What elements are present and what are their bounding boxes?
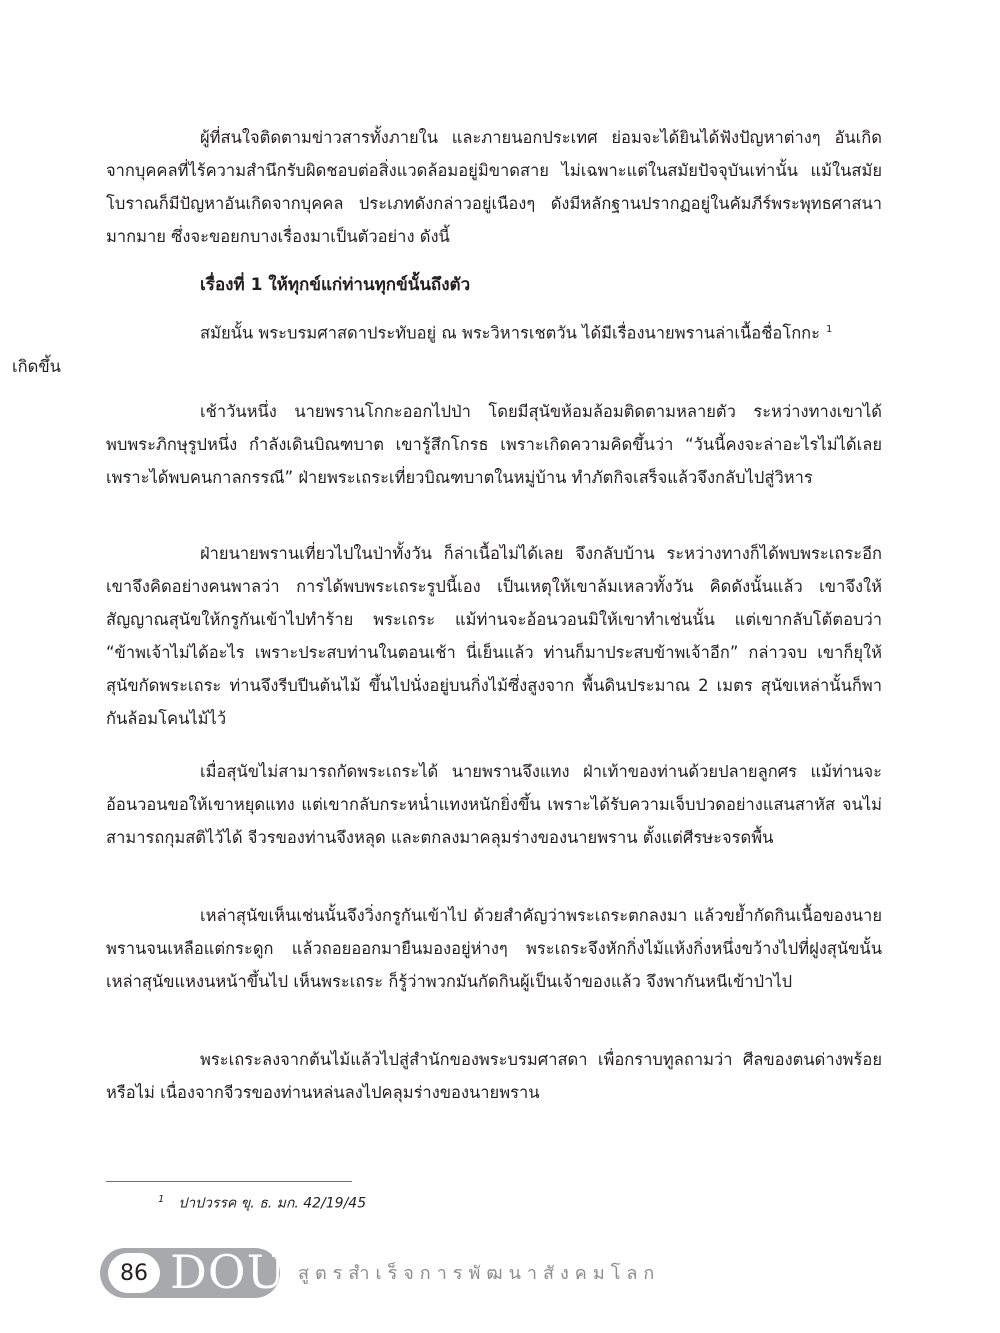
- story-paragraph-4: เมื่อสุนัขไม่สามารถกัดพระเถระได้ นายพรานจึงแทง ฝ่าเท้าของท่านด้วยปลายลูกศร แม้ท่านจะอ้อนวอนขอให้เขาหยุดแทง แต่เขากลับกระหน่ำแทงหนักยิ่งขึ้น เพราะได้รับความเจ็บปวดอย่างแสนสาหัส จนไม่สามารถกุมสติไว้ได้ จีวรของท่านจึงหลุด และตกลงมาคลุมร่างของนายพราน ตั้งแต่ศีรษะจรดพื้น: [106, 762, 882, 847]
- footnote-number: 1: [158, 1194, 165, 1205]
- story-paragraph-6: พระเถระลงจากต้นไม้แล้วไปสู่สำนักของพระบรมศาสดา เพื่อกราบทูลถามว่า ศีลของตนด่างพร้อยหรือไม่ เนื่องจากจีวรของท่านหล่นลงไปคลุมร่างของนายพราน: [106, 1050, 882, 1102]
- dou-logo: DOU: [170, 1245, 287, 1299]
- footnote-text: ปาปวรรค ขุ. ธ. มก. 42/19/45: [178, 1195, 367, 1212]
- footnote: [158, 1188, 366, 1216]
- story-paragraph-1-text: สมัยนั้น พระบรมศาสดาประทับอยู่ ณ พระวิหารเชตวัน ได้มีเรื่องนายพรานล่าเนื้อชื่อโกกะ: [200, 323, 821, 343]
- story-paragraph-1-end: เกิดขึ้น: [12, 356, 61, 376]
- page-number: 86: [108, 1253, 160, 1293]
- footnote-reference: 1: [826, 324, 833, 335]
- intro-paragraph: ผู้ที่สนใจติดตามข่าวสารทั้งภายใน และภายนอกประเทศ ย่อมจะได้ยินได้ฟังปัญหาต่างๆ อันเกิดจากบุคคลที่ไร้ความสำนึกรับผิดชอบต่อสิ่งแวดล้อมอยู่มิขาดสาย ไม่เฉพาะแต่ในสมัยปัจจุบันเท่านั้น แม้ในสมัยโบราณก็มีปัญหาอันเกิดจากบุคคล ประเภทดังกล่าวอยู่เนืองๆ ดังมีหลักฐานปรากฏอยู่ในคัมภีร์พระพุทธศาสนามากมาย ซึ่งจะขอยกบางเรื่องมาเป็นตัวอย่าง ดังนี้: [106, 128, 882, 246]
- story-paragraph-1: [12, 313, 882, 383]
- story-paragraph-2: เช้าวันหนึ่ง นายพรานโกกะออกไปป่า โดยมีสุนัขห้อมล้อมติดตามหลายตัว ระหว่างทางเขาได้พบพระภิกษุรูปหนึ่ง กำลังเดินบิณฑบาต เขารู้สึกโกรธ เพราะเกิดความคิดขึ้นว่า “วันนี้คงจะล่าอะไรไม่ได้เลย เพราะได้พบคนกาลกรรณี” ฝ่ายพระเถระเที่ยวบิณฑบาตในหมู่บ้าน ทำภัตกิจเสร็จแล้วจึงกลับไปสู่วิหาร: [106, 402, 882, 487]
- story-paragraph-3: ฝ่ายนายพรานเที่ยวไปในป่าทั้งวัน ก็ล่าเนื้อไม่ได้เลย จึงกลับบ้าน ระหว่างทางก็ได้พบพระเถระอีก เขาจึงคิดอย่างคนพาลว่า การได้พบพระเถระรูปนี้เอง เป็นเหตุให้เขาล้มเหลวทั้งวัน คิดดังนั้นแล้ว เขาจึงให้สัญญาณสุนัขให้กรูกันเข้าไปทำร้าย พระเถระ แม้ท่านจะอ้อนวอนมิให้เขาทำเช่นนั้น แต่เขากลับโต้ตอบว่า “ข้าพเจ้าไม่ได้อะไร เพราะประสบท่านในตอนเช้า นี่เย็นแล้ว ท่านก็มาประสบข้าพเจ้าอีก” กล่าวจบ เขาก็ยุให้สุนัขกัดพระเถระ ท่านจึงรีบปีนต้นไม้ ขึ้นไปนั่งอยู่บนกิ่งไม้ซึ่งสูงจาก พื้นดินประมาณ 2 เมตร สุนัขเหล่านั้นก็พากันล้อมโคนไม้ไว้: [106, 544, 882, 728]
- book-title: สูตรสำเร็จการพัฒนาสังคมโลก: [298, 1263, 661, 1284]
- footnote-divider: [106, 1181, 352, 1182]
- section-heading: เรื่องที่ 1 ให้ทุกข์แก่ท่านทุกข์นั้นถึงตัว: [200, 275, 471, 295]
- story-paragraph-5: เหล่าสุนัขเห็นเช่นนั้นจึงวิ่งกรูกันเข้าไป ด้วยสำคัญว่าพระเถระตกลงมา แล้วขย้ำกัดกินเนื้อของนายพรานจนเหลือแต่กระดูก แล้วถอยออกมายืนมองอยู่ห่างๆ พระเถระจึงหักกิ่งไม้แห้งกิ่งหนึ่งขว้างไปที่ฝูงสุนัขนั้น เหล่าสุนัขแหงนหน้าขึ้นไป เห็นพระเถระ ก็รู้ว่าพวกมันกัดกินผู้เป็นเจ้าของแล้ว จึงพากันหนีเข้าป่าไป: [106, 906, 882, 991]
